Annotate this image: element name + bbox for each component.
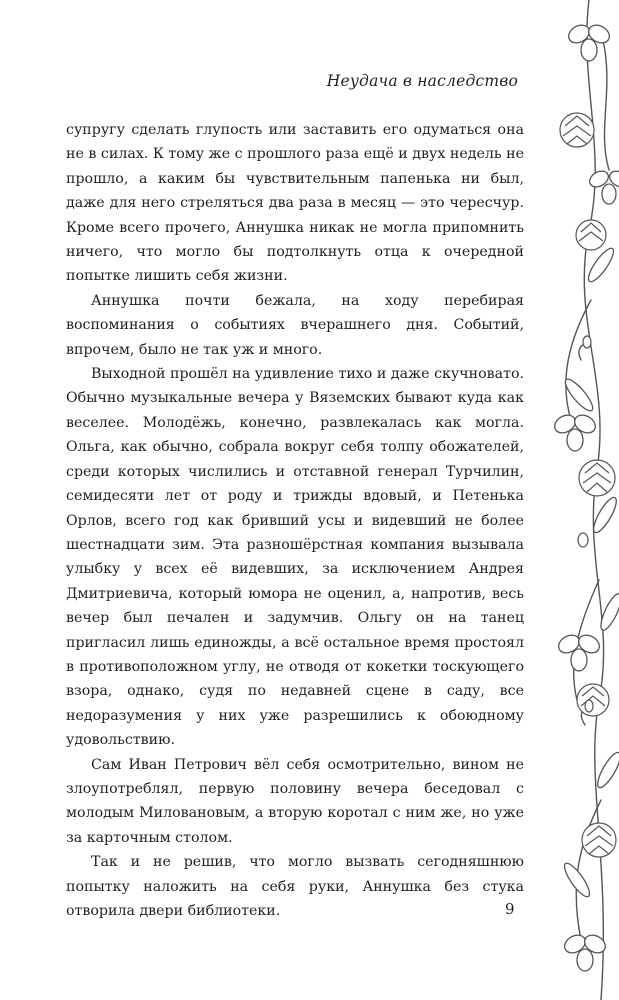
vine-stem-icon bbox=[603, 40, 609, 170]
leaf-icon bbox=[585, 245, 618, 285]
clover-bud-icon bbox=[585, 700, 593, 712]
clover-flower-icon bbox=[582, 823, 616, 857]
clover-bud-icon bbox=[578, 533, 588, 547]
running-head: Неудача в наследство bbox=[326, 72, 518, 90]
body-text bbox=[66, 118, 524, 923]
paragraph-1: супругу сделать глупость или заставить его одуматься она не в силах. К тому же с прошлого раза ещё и двух недель не прошло, а каким бы чувствительным папенька ни был, даже для него стреляться два раза в месяц — это чересчур. Кроме всего прочего, Аннушка никак не могла припомнить ничего, что могло бы подтолкнуть отца к очередной попытке лишить себя жизни. bbox=[66, 122, 524, 285]
clover-flower-icon bbox=[579, 460, 615, 496]
clover-leaf-icon bbox=[561, 932, 608, 971]
clover-vine-ornament bbox=[519, 0, 619, 1000]
clover-flower-icon bbox=[576, 220, 606, 250]
paragraph-3: Выходной прошёл на удивление тихо и даже скучновато. Обычно музыкальные вечера у Вяземских бывают куда как веселее. Молодёжь, конечно, развлекалась как могла. Ольга, как обычно, собрала вокруг себя толпу обожателей, среди которых числились и отставной генерал Турчилин, семидесяти лет от роду и трижды вдовый, и Петенька Орлов, всего год как бривший усы и видевший не более шестнадцати зим. Эта разношёрстная компания вызывала улыбку у всех её видевших, за исключением Андрея Дмитриевича, который юмора не оценил, а, напротив, весь вечер был печален и задумчив. Ольгу он на танец пригласил лишь единожды, а всё остальное время простоял в противоположном углу, не отводя от кокетки тоскующего взора, однако, судя по недавней сцене в саду, все недоразумения у них уже разрешились к обоюдному удовольствию. bbox=[66, 366, 524, 749]
clover-bud-icon bbox=[583, 336, 591, 348]
page-number: 9 bbox=[505, 900, 515, 918]
clover-leaf-icon bbox=[551, 412, 598, 451]
clover-leaf-icon bbox=[555, 632, 602, 671]
clover-flower-icon bbox=[577, 684, 609, 716]
vine-stem-icon bbox=[576, 800, 601, 940]
paragraph-4: Сам Иван Петрович вёл себя осмотрительно, вином не злоупотреблял, первую половину вечера беседовал с молодым Миловановым, а вторую коротал с ним же, но уже за карточным столом. bbox=[66, 756, 524, 846]
leaf-icon bbox=[561, 860, 594, 900]
clover-flower-icon bbox=[560, 113, 594, 147]
clover-leaf-icon bbox=[587, 168, 619, 204]
paragraph-2: Аннушка почти бежала, на ходу перебирая воспоминания о событиях вчерашнего дня. Событий, впрочем, было не так уж и много. bbox=[66, 292, 524, 358]
leaf-icon bbox=[594, 750, 619, 791]
paragraph-5: Так и не решив, что могло вызвать сегодняшнюю попытку наложить на себя руки, Аннушка без стука отворила двери библиотеки. bbox=[66, 854, 524, 919]
